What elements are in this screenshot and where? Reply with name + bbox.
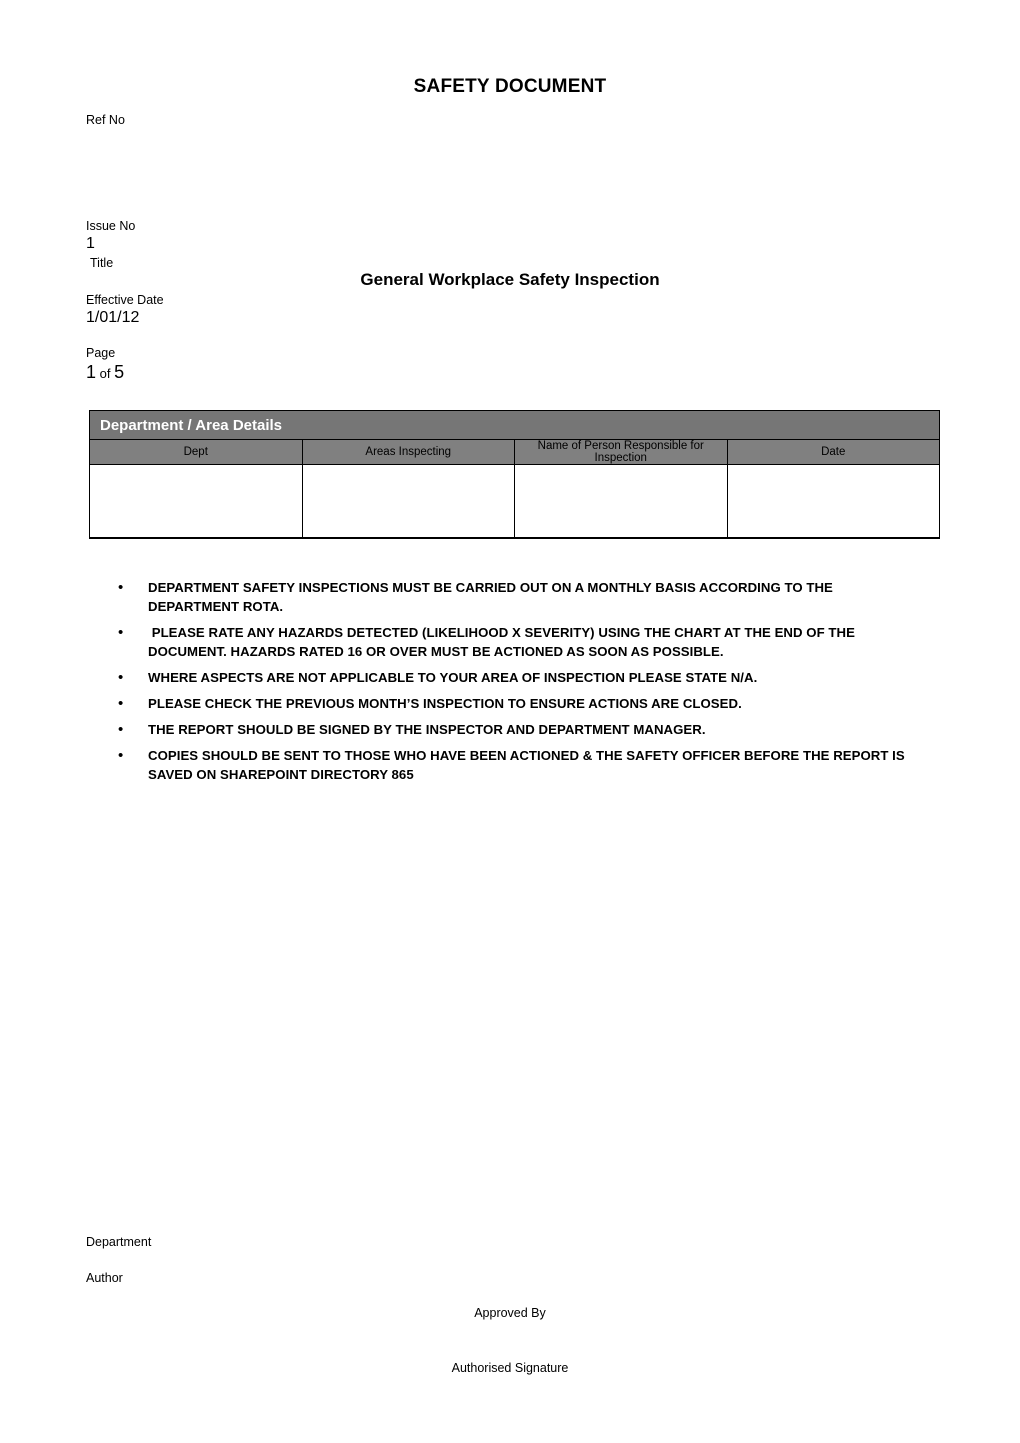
bullet-icon: •	[118, 669, 124, 686]
list-item	[118, 694, 918, 713]
cell-dept[interactable]	[90, 465, 303, 539]
cell-date[interactable]	[727, 465, 940, 539]
column-header-person-responsible: Name of Person Responsible for Inspection	[515, 440, 728, 465]
footer-authorised-signature-label: Authorised Signature	[451, 1361, 569, 1375]
issue-no-label: Issue No	[86, 219, 136, 233]
page-number	[86, 362, 124, 383]
instructions-list	[118, 578, 918, 791]
form-title: General Workplace Safety Inspection	[360, 270, 660, 289]
instruction-text: PLEASE CHECK THE PREVIOUS MONTH’S INSPECTION TO ENSURE ACTIONS ARE CLOSED.	[148, 696, 742, 711]
footer-department-label: Department	[86, 1235, 152, 1249]
list-item	[118, 668, 918, 687]
list-item	[118, 623, 918, 661]
page-label: Page	[86, 346, 116, 360]
column-header-dept: Dept	[90, 440, 303, 465]
document-heading: SAFETY DOCUMENT	[413, 76, 607, 97]
instruction-text: THE REPORT SHOULD BE SIGNED BY THE INSPECTOR AND DEPARTMENT MANAGER.	[148, 722, 706, 737]
table-band-row	[90, 411, 940, 440]
bullet-icon: •	[118, 695, 124, 712]
footer-approved-by-label: Approved By	[474, 1306, 546, 1320]
ref-no-label: Ref No	[86, 113, 125, 127]
cell-areas-inspecting[interactable]	[302, 465, 515, 539]
bullet-icon: •	[118, 747, 124, 764]
department-area-details-table	[89, 410, 940, 539]
page-total: 5	[114, 362, 125, 382]
instruction-text: COPIES SHOULD BE SENT TO THOSE WHO HAVE BEEN ACTIONED & THE SAFETY OFFICER BEFORE THE REPORT IS SAVED ON SHAREPOINT DIRECTORY 865	[148, 748, 909, 782]
column-header-areas-inspecting: Areas Inspecting	[302, 440, 515, 465]
instruction-text: PLEASE RATE ANY HAZARDS DETECTED (LIKELIHOOD X SEVERITY) USING THE CHART AT THE END OF THE DOCUMENT. HAZARDS RATED 16 OR OVER MUST BE ACTIONED AS SOON AS POSSIBLE.	[148, 625, 859, 659]
bullet-icon: •	[118, 721, 124, 738]
page-current: 1	[86, 362, 97, 382]
footer-author-label: Author	[86, 1271, 123, 1285]
list-item	[118, 746, 918, 784]
effective-date-value: 1/01/12	[86, 309, 140, 326]
cell-person-responsible[interactable]	[515, 465, 728, 539]
effective-date-label: Effective Date	[86, 293, 164, 307]
department-area-details-band-title: Department / Area Details	[90, 411, 940, 440]
issue-no-value: 1	[86, 235, 95, 252]
instruction-text: WHERE ASPECTS ARE NOT APPLICABLE TO YOUR AREA OF INSPECTION PLEASE STATE N/A.	[148, 670, 758, 685]
table-header-row	[90, 440, 940, 465]
page-of-separator: of	[96, 366, 115, 381]
column-header-date: Date	[727, 440, 940, 465]
title-label: Title	[90, 256, 114, 270]
bullet-icon: •	[118, 624, 124, 641]
list-item	[118, 720, 918, 739]
list-item	[118, 578, 918, 616]
instruction-text: DEPARTMENT SAFETY INSPECTIONS MUST BE CARRIED OUT ON A MONTHLY BASIS ACCORDING TO THE DEPARTMENT ROTA.	[148, 580, 837, 614]
table-row	[90, 465, 940, 539]
bullet-icon: •	[118, 579, 124, 596]
